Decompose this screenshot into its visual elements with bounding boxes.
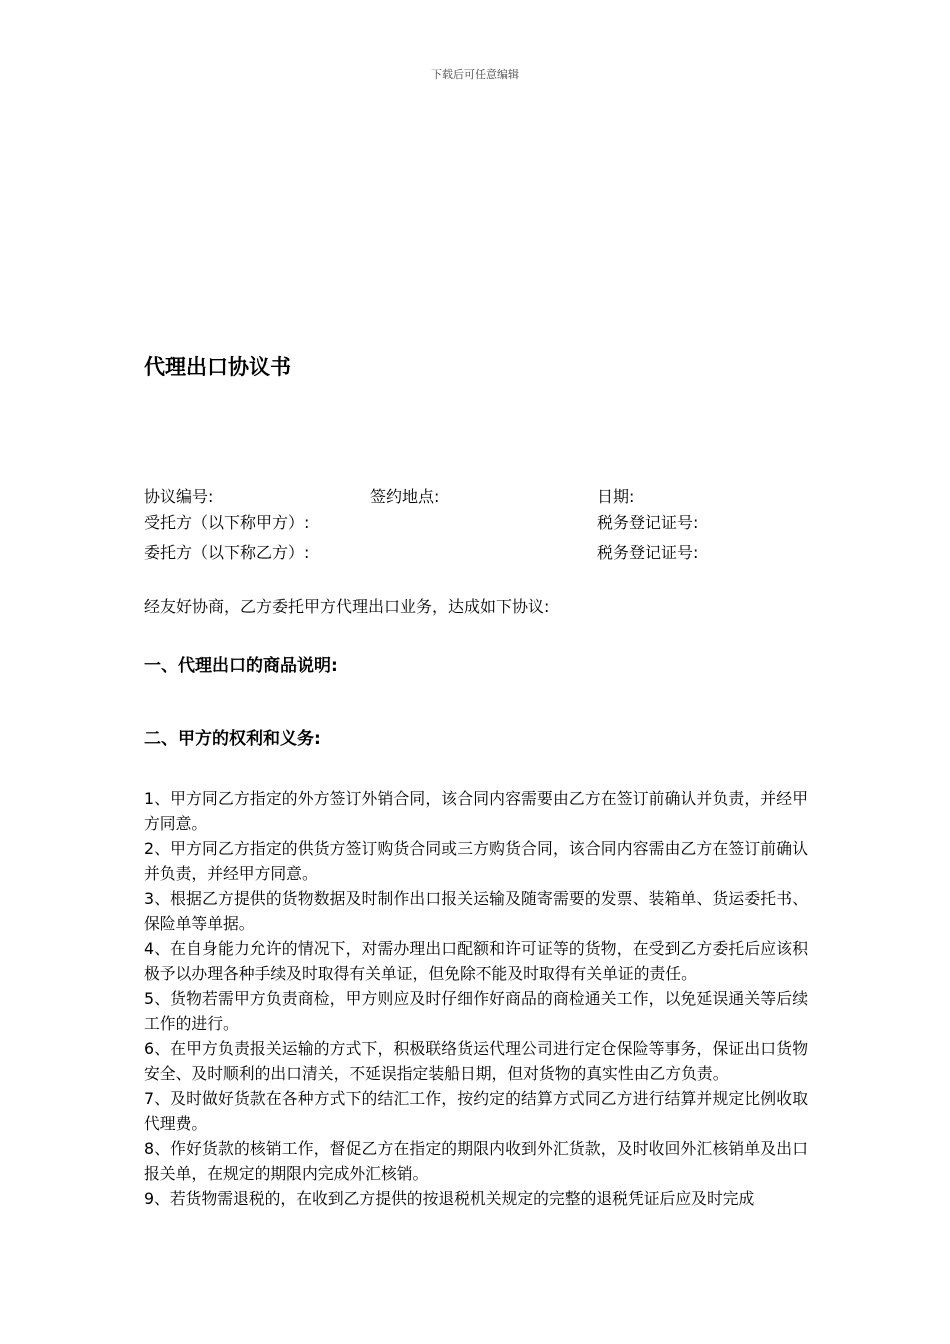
agreement-number-label: 协议编号: (144, 487, 214, 506)
info-row-1 (144, 484, 814, 510)
section-one-heading: 一、代理出口的商品说明: (144, 656, 338, 676)
date-label: 日期: (597, 487, 635, 506)
clause-item: 6、在甲方负责报关运输的方式下，积极联络货运代理公司进行定仓保险等事务，保证出口货物安全、及时顺利的出口清关，不延误指定装船日期，但对货物的真实性由乙方负责。 (144, 1039, 808, 1083)
clause-item: 5、货物若需甲方负责商检，甲方则应及时仔细作好商品的商检通关工作，以免延误通关等后续工作的进行。 (144, 989, 808, 1033)
clause-item: 2、甲方同乙方指定的供货方签订购货合同或三方购货合同，该合同内容需由乙方在签订前确认并负责，并经甲方同意。 (144, 839, 808, 883)
page-header-note: 下载后可任意编辑 (431, 68, 519, 81)
clause-item: 9、若货物需退税的，在收到乙方提供的按退税机关规定的完整的退税凭证后应及时完成 (144, 1189, 755, 1208)
clause-item: 4、在自身能力允许的情况下，对需办理出口配额和许可证等的货物，在受到乙方委托后应该积极予以办理各种手续及时取得有关单证，但免除不能及时取得有关单证的责任。 (144, 939, 808, 983)
principal-tax-number-label: 税务登记证号: (597, 543, 699, 562)
principal-label: 委托方（以下称乙方）: (144, 543, 310, 562)
trustee-tax-number-label: 税务登记证号: (597, 513, 699, 532)
signing-place-label: 签约地点: (370, 487, 440, 506)
clause-list (144, 786, 808, 1211)
clause-item: 3、根据乙方提供的货物数据及时制作出口报关运输及随寄需要的发票、装箱单、货运委托书、保险单等单据。 (144, 889, 808, 933)
info-row-3 (144, 540, 814, 566)
intro-paragraph: 经友好协商，乙方委托甲方代理出口业务，达成如下协议: (144, 597, 550, 616)
trustee-label: 受托方（以下称甲方）: (144, 513, 310, 532)
info-row-2 (144, 510, 814, 536)
document-title: 代理出口协议书 (144, 355, 291, 379)
clause-item: 7、及时做好货款在各种方式下的结汇工作，按约定的结算方式同乙方进行结算并规定比例收取代理费。 (144, 1089, 808, 1133)
clause-item: 1、甲方同乙方指定的外方签订外销合同，该合同内容需要由乙方在签订前确认并负责，并经甲方同意。 (144, 789, 808, 833)
clause-item: 8、作好货款的核销工作，督促乙方在指定的期限内收到外汇货款，及时收回外汇核销单及出口报关单，在规定的期限内完成外汇核销。 (144, 1139, 808, 1183)
section-two-heading: 二、甲方的权利和义务: (144, 729, 321, 749)
